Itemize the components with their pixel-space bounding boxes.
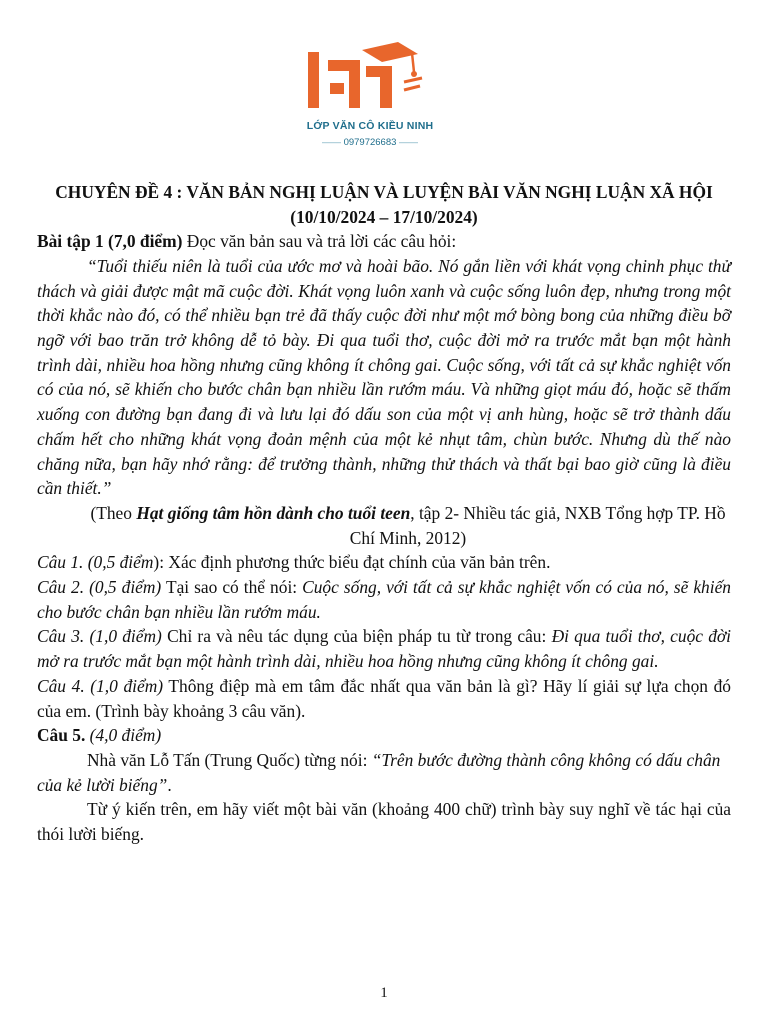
passage-source	[37, 501, 731, 550]
question-2-label: Câu 2. (0,5 điểm)	[37, 577, 162, 598]
question-3-quote: Đi qua tuổi thơ, cuộc đời mở ra trước mắt bạn một hành trình dài, nhiều hoa hồng nhưng cũng không ít chông gai.	[37, 626, 732, 672]
question-2-quote: Cuộc sống, với tất cả sự khắc nghiệt vốn có của nó, sẽ khiến cho bước chân bạn nhiều lần rướm máu.	[37, 577, 731, 622]
logo-phone-number: 0979726683	[343, 137, 397, 148]
brand-logo	[270, 34, 470, 154]
question-4-text: Thông điệp mà em tâm đắc nhất qua văn bản là gì? Hãy lí giải sự lựa chọn đó của em. (Trình bày khoảng 3 câu văn).	[37, 675, 731, 721]
question-4-label: Câu 4. (1,0 điểm)	[37, 675, 164, 696]
question-5-points: (4,0 điểm)	[85, 725, 162, 746]
question-4	[37, 674, 731, 723]
question-2	[37, 575, 731, 624]
question-3	[37, 624, 731, 673]
exercise-instruction	[37, 229, 731, 254]
question-5-quote: “Trên bước đường thành công không có dấu chân của kẻ lười biếng”	[37, 749, 721, 795]
reading-passage: “Tuổi thiếu niên là tuổi của ước mơ và hoài bão. Nó gắn liền với khát vọng chinh phục thử thách và giải được mật mã cuộc đời. Khát vọng luôn xanh và cuộc sống luôn đẹp, nhưng trong một thời khắc nào đó, có thể nhiều bạn trẻ đã thấy cuộc đời như một mớ bòng bong của những điều bỡ ngỡ với bao trăn trở không dễ tỏ bày. Đi qua tuổi thơ, cuộc đời mở ra trước mắt bạn một hành trình dài, nhiều hoa hồng nhưng cũng không ít chông gai. Cuộc sống, với tất cả sự khắc nghiệt vốn có của nó, sẽ khiến cho bước chân bạn nhiều lần rướm máu. Và những giọt máu đó, hoặc sẽ thấm xuống con đường bạn đang đi và lưu lại đó dấu son của một vị anh hùng, hoặc sẽ trở thành dấu chấm hết cho những khát vọng đoản mệnh của một kẻ nhụt tâm, chùn bước. Nhưng dù thế nào chăng nữa, bạn hãy nhớ rằng: để trưởng thành, những thử thách và thất bại bao giờ cũng là điều cần thiết.”	[37, 255, 731, 499]
logo-phone: —— 0979726683 ——	[321, 137, 419, 148]
page-number: 1	[380, 985, 388, 1001]
question-1-text: ): Xác định phương thức biểu đạt chính của văn bản trên.	[153, 552, 551, 573]
source-book-title: Hạt giống tâm hồn dành cho tuổi teen	[136, 502, 411, 523]
question-5-label: Câu 5.	[37, 725, 86, 746]
question-5-intro: Nhà văn Lỗ Tấn (Trung Quốc) từng nói:	[87, 749, 372, 770]
question-3-text: Chỉ ra và nêu tác dụng của biện pháp tu từ trong câu:	[161, 626, 552, 647]
exercise-heading: Bài tập 1 (7,0 điểm)	[37, 231, 183, 252]
document-body	[37, 180, 731, 847]
logo-graduation-mark-icon	[300, 38, 440, 118]
exercise-instruction-text: Đọc văn bản sau và trả lời các câu hỏi:	[182, 231, 457, 252]
logo-name-text: LỚP VĂN CÔ KIỀU NINH	[306, 120, 434, 132]
question-5	[37, 723, 731, 748]
question-1	[37, 550, 731, 575]
question-5-intro-paragraph	[37, 748, 731, 797]
question-5-quote-end: .	[167, 774, 172, 795]
question-1-label: Câu 1. (0,5 điểm	[37, 552, 154, 573]
question-5-task: Từ ý kiến trên, em hãy viết một bài văn (khoảng 400 chữ) trình bày suy nghĩ về tác hại của thói lười biếng.	[37, 799, 731, 845]
question-3-label: Câu 3. (1,0 điểm)	[37, 626, 162, 647]
source-suffix: , tập 2- Nhiều tác giả, NXB Tổng hợp TP. Hồ Chí Minh, 2012)	[349, 502, 726, 548]
document-title: CHUYÊN ĐỀ 4 : VĂN BẢN NGHỊ LUẬN VÀ LUYỆN BÀI VĂN NGHỊ LUẬN XÃ HỘI (10/10/2024 – 17/10/2024)	[55, 182, 713, 227]
question-2-text: Tại sao có thể nói:	[161, 577, 303, 598]
source-prefix: (Theo	[90, 502, 137, 523]
